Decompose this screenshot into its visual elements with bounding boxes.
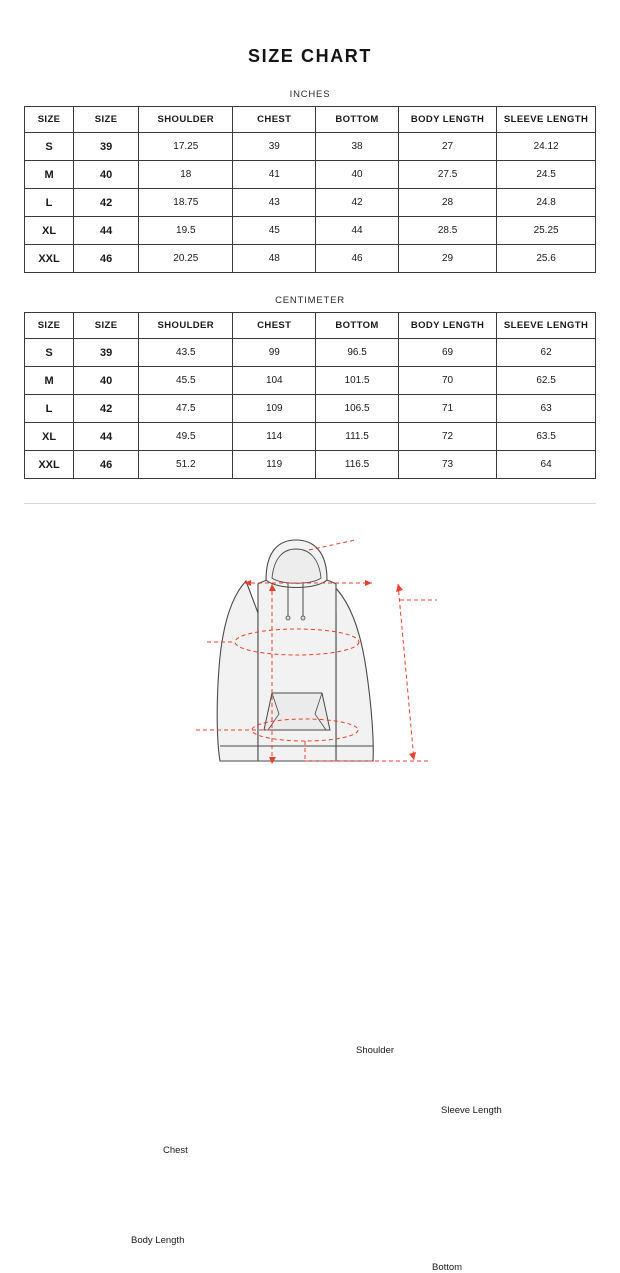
cell-shoulder: 17.25 <box>139 133 233 161</box>
column-header: SIZE <box>74 313 139 339</box>
cell-shoulder: 19.5 <box>139 217 233 245</box>
cell-body-length: 72 <box>398 423 496 451</box>
cell-size-num: 39 <box>74 133 139 161</box>
cell-size: XXL <box>25 451 74 479</box>
column-header: SIZE <box>25 313 74 339</box>
centimeter-size-table <box>24 312 596 479</box>
cell-sleeve-length: 25.6 <box>497 245 596 273</box>
cell-size-num: 44 <box>74 423 139 451</box>
cell-shoulder: 43.5 <box>139 339 233 367</box>
table-row <box>25 161 596 189</box>
table-row <box>25 133 596 161</box>
cell-bottom: 116.5 <box>316 451 399 479</box>
table-row <box>25 245 596 273</box>
cell-body-length: 70 <box>398 367 496 395</box>
column-header: CHEST <box>233 107 316 133</box>
cell-sleeve-length: 64 <box>497 451 596 479</box>
cell-chest: 43 <box>233 189 316 217</box>
table-header-row <box>25 313 596 339</box>
cell-size: L <box>25 395 74 423</box>
measurement-diagram <box>0 518 620 1273</box>
table-header-row <box>25 107 596 133</box>
cell-body-length: 27.5 <box>398 161 496 189</box>
cell-body-length: 29 <box>398 245 496 273</box>
cell-chest: 119 <box>233 451 316 479</box>
cell-shoulder: 45.5 <box>139 367 233 395</box>
cell-chest: 104 <box>233 367 316 395</box>
diagram-label-shoulder: Shoulder <box>356 1045 395 1056</box>
table-row <box>25 189 596 217</box>
column-header: SLEEVE LENGTH <box>497 107 596 133</box>
cell-size-num: 40 <box>74 161 139 189</box>
inches-size-table <box>24 106 596 273</box>
column-header: SHOULDER <box>139 313 233 339</box>
cell-size: S <box>25 133 74 161</box>
cell-size-num: 40 <box>74 367 139 395</box>
hoodie-shape <box>217 540 373 761</box>
cell-size-num: 42 <box>74 189 139 217</box>
cell-size: L <box>25 189 74 217</box>
table-row <box>25 217 596 245</box>
cell-body-length: 28 <box>398 189 496 217</box>
cell-size-num: 39 <box>74 339 139 367</box>
cell-sleeve-length: 24.8 <box>497 189 596 217</box>
cell-bottom: 101.5 <box>316 367 399 395</box>
diagram-label-body-length: Body Length <box>131 1235 185 1246</box>
cell-shoulder: 20.25 <box>139 245 233 273</box>
page-title: SIZE CHART <box>248 46 372 66</box>
cell-body-length: 69 <box>398 339 496 367</box>
diagram-label-bottom: Bottom <box>432 1262 463 1273</box>
table-row <box>25 367 596 395</box>
column-header: SIZE <box>74 107 139 133</box>
cell-chest: 109 <box>233 395 316 423</box>
cell-size-num: 42 <box>74 395 139 423</box>
cell-chest: 45 <box>233 217 316 245</box>
cell-body-length: 27 <box>398 133 496 161</box>
cell-body-length: 28.5 <box>398 217 496 245</box>
section-divider <box>24 503 596 504</box>
cell-shoulder: 49.5 <box>139 423 233 451</box>
table-row <box>25 423 596 451</box>
diagram-label-chest: Chest <box>163 1145 188 1156</box>
table-row <box>25 395 596 423</box>
cell-body-length: 71 <box>398 395 496 423</box>
cell-sleeve-length: 24.5 <box>497 161 596 189</box>
cell-chest: 39 <box>233 133 316 161</box>
inches-table-wrap <box>0 106 620 273</box>
cell-chest: 48 <box>233 245 316 273</box>
cell-sleeve-length: 25.25 <box>497 217 596 245</box>
diagram-label-sleeve-length: Sleeve Length <box>441 1105 502 1116</box>
cell-size: XXL <box>25 245 74 273</box>
cell-size-num: 46 <box>74 245 139 273</box>
cell-bottom: 44 <box>316 217 399 245</box>
column-header: BOTTOM <box>316 313 399 339</box>
cell-body-length: 73 <box>398 451 496 479</box>
cell-chest: 99 <box>233 339 316 367</box>
cell-shoulder: 18 <box>139 161 233 189</box>
cell-shoulder: 47.5 <box>139 395 233 423</box>
column-header: SLEEVE LENGTH <box>497 313 596 339</box>
column-header: BODY LENGTH <box>398 313 496 339</box>
cell-size: M <box>25 367 74 395</box>
cell-size: XL <box>25 423 74 451</box>
cell-bottom: 46 <box>316 245 399 273</box>
column-header: BOTTOM <box>316 107 399 133</box>
cell-bottom: 38 <box>316 133 399 161</box>
cell-shoulder: 18.75 <box>139 189 233 217</box>
cell-bottom: 111.5 <box>316 423 399 451</box>
cell-size: XL <box>25 217 74 245</box>
cell-bottom: 106.5 <box>316 395 399 423</box>
cell-sleeve-length: 62.5 <box>497 367 596 395</box>
table-row <box>25 451 596 479</box>
centimeter-table-wrap <box>0 312 620 479</box>
cell-chest: 41 <box>233 161 316 189</box>
size-chart-page <box>0 46 620 1273</box>
column-header: SIZE <box>25 107 74 133</box>
table-row <box>25 339 596 367</box>
cell-chest: 114 <box>233 423 316 451</box>
hoodie-illustration <box>0 518 620 818</box>
cell-sleeve-length: 63.5 <box>497 423 596 451</box>
cell-sleeve-length: 62 <box>497 339 596 367</box>
column-header: SHOULDER <box>139 107 233 133</box>
unit-label-centimeter: CENTIMETER <box>275 295 345 306</box>
cell-bottom: 40 <box>316 161 399 189</box>
unit-label-inches: INCHES <box>289 89 331 100</box>
cell-size: S <box>25 339 74 367</box>
cell-bottom: 96.5 <box>316 339 399 367</box>
cell-sleeve-length: 63 <box>497 395 596 423</box>
cell-shoulder: 51.2 <box>139 451 233 479</box>
cell-size-num: 46 <box>74 451 139 479</box>
cell-size: M <box>25 161 74 189</box>
cell-sleeve-length: 24.12 <box>497 133 596 161</box>
cell-size-num: 44 <box>74 217 139 245</box>
cell-bottom: 42 <box>316 189 399 217</box>
column-header: BODY LENGTH <box>398 107 496 133</box>
column-header: CHEST <box>233 313 316 339</box>
